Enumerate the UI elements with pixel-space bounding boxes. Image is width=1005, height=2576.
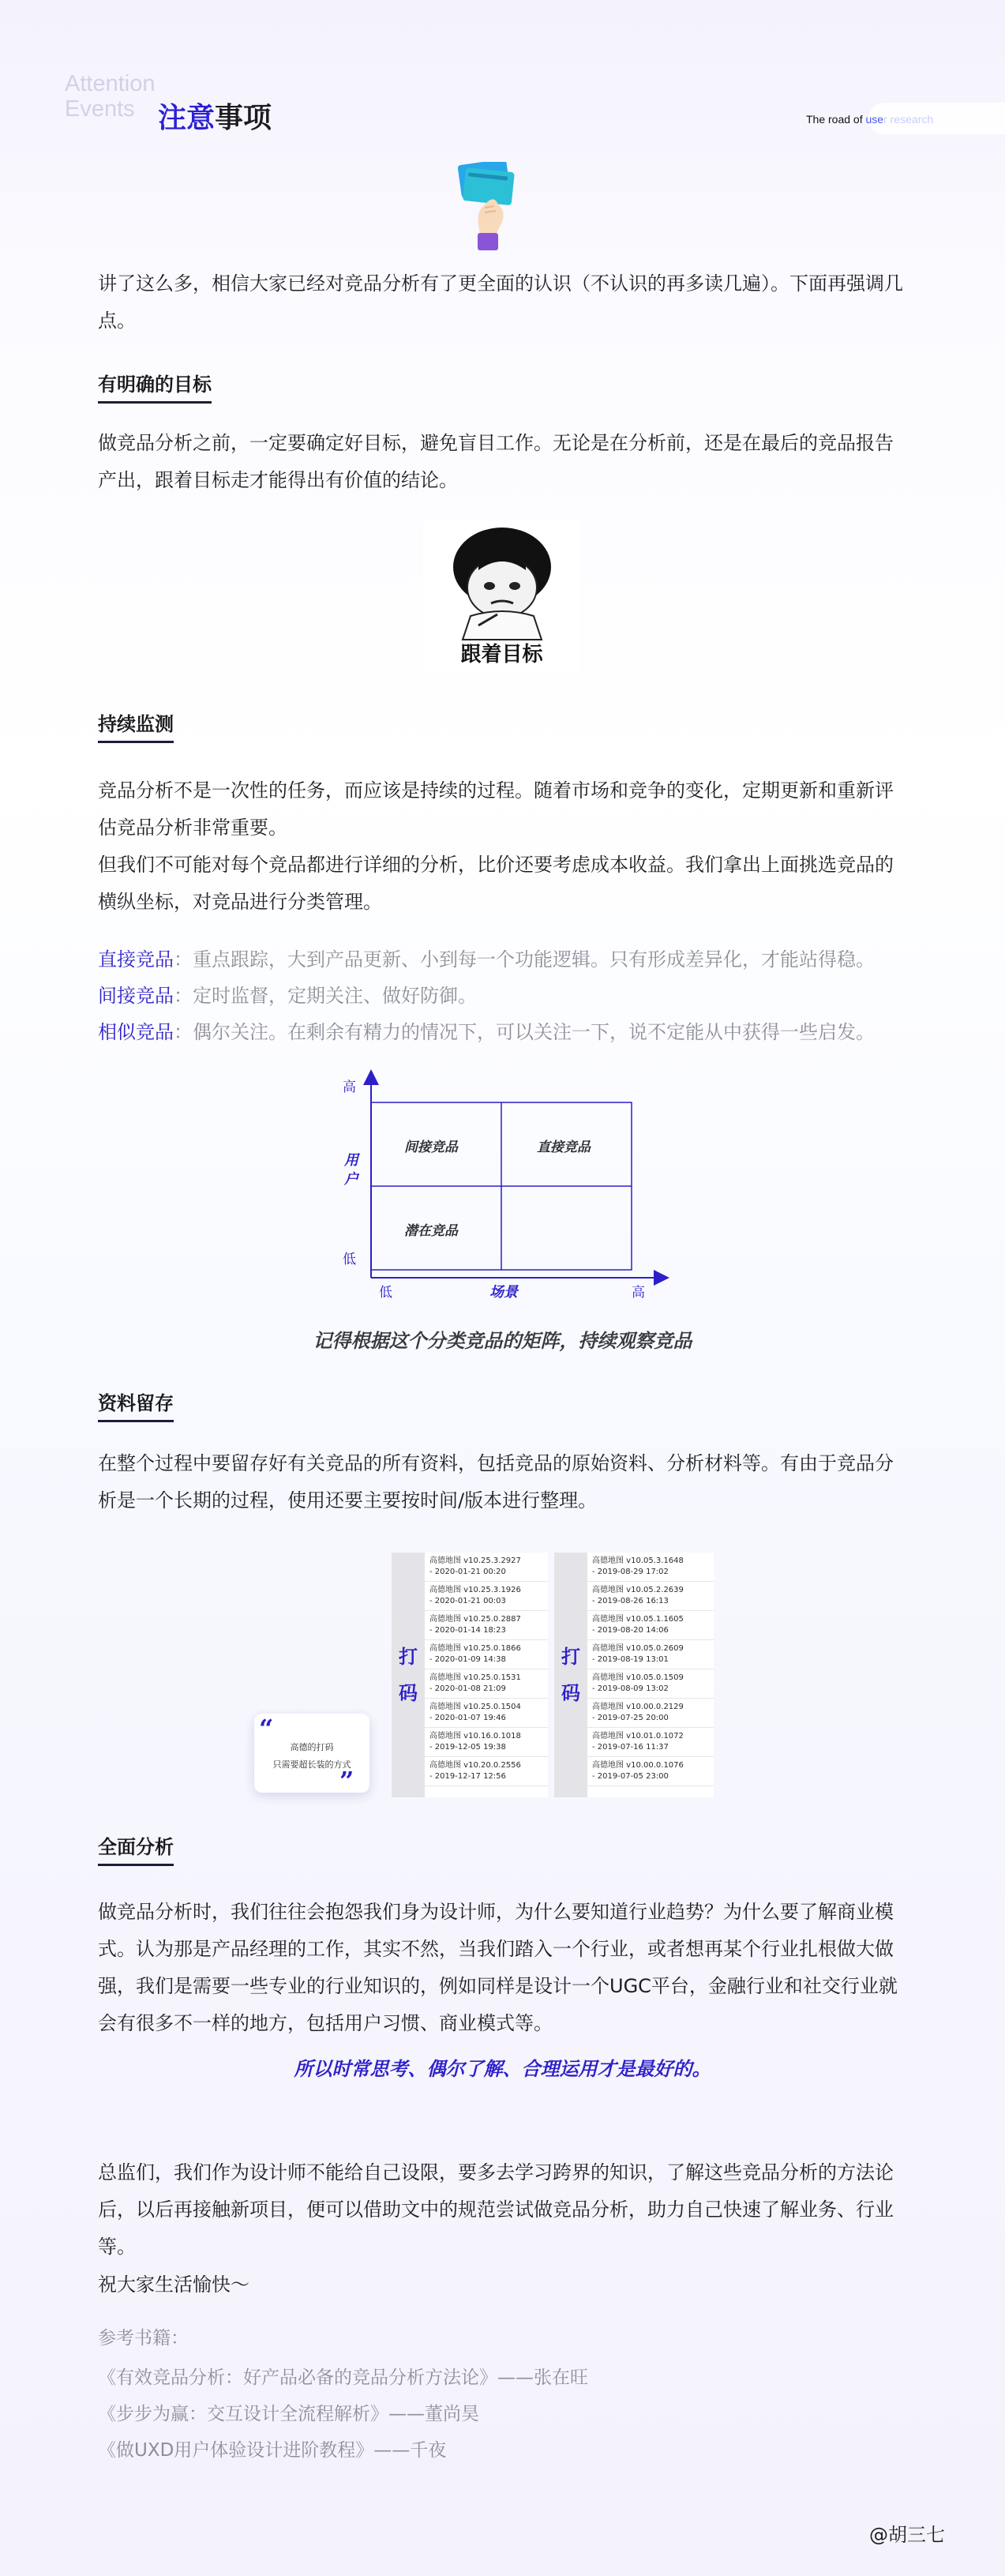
monitor-paragraph-2: 但我们不可能对每个竞品都进行详细的分析，比价还要考虑成本收益。我们拿出上面挑选竞品的横纵坐标，对竞品进行分类管理。 xyxy=(98,854,894,913)
monitor-paragraph-1: 竞品分析不是一次性的任务，而应该是持续的过程。随着市场和竞争的变化，定期更新和重新评估竞品分析非常重要。 xyxy=(98,779,894,839)
list-item: 高德地图 v10.16.0.1018 - 2019-12-05 19:38 xyxy=(425,1728,548,1757)
road-accent: use xyxy=(865,113,884,126)
tag-label-direct: 直接竞品 xyxy=(98,948,174,971)
list-item: 高德地图 v10.25.0.2887 - 2020-01-14 18:23 xyxy=(425,1611,548,1640)
matrix-cell-indirect: 间接竞品 xyxy=(404,1140,458,1155)
section-title-monitor: 持续监测 xyxy=(98,711,174,743)
bubble-line-2: 只需要超长装的方式 xyxy=(272,1759,351,1770)
goal-paragraph: 做竞品分析之前，一定要确定好目标，避免盲目工作。无论是在分析前，还是在最后的竞品报告产出，跟着目标走才能得出有价值的结论。 xyxy=(98,432,894,491)
list-item: 高德地图 v10.25.3.2927 - 2020-01-21 00:20 xyxy=(425,1553,548,1582)
section-title-full: 全面分析 xyxy=(98,1834,174,1866)
tag-line-similar xyxy=(98,1014,927,1051)
version-list-right-label-text: 打码 xyxy=(561,1646,580,1704)
tag-line-direct xyxy=(98,941,927,978)
section-title-goal: 有明确的目标 xyxy=(98,371,212,404)
matrix-axes xyxy=(332,1066,671,1303)
quote-open-icon: “ xyxy=(259,1714,274,1744)
full-paragraph: 做竞品分析时，我们往往会抱怨我们身为设计师，为什么要知道行业趋势？为什么要了解商业模式。认为那是产品经理的工作，其实不然，当我们踏入一个行业，或者想再某个行业扎根做大做强，我们是需要一些专业的行业知识的，例如同样是设计一个UGC平台，金融行业和社交行业就会有很多不一样的地方，包括用户习惯、商业模式等。 xyxy=(98,1901,898,2034)
meme-image xyxy=(423,521,580,674)
page-title-accent: 注意 xyxy=(158,102,216,134)
header-english-title xyxy=(65,71,155,122)
reference-item: 《步步为赢：交互设计全流程解析》——董尚昊 xyxy=(98,2404,479,2424)
closing-paragraph: 总监们，我们作为设计师不能给自己设限，要多去学习跨界的知识，了解这些竞品分析的方法论后，以后再接触新项目，便可以借助文中的规范尝试做竞品分析，助力自己快速了解业务、行业等。 xyxy=(98,2161,894,2258)
matrix-x-low: 低 xyxy=(379,1285,392,1301)
list-item: 高德地图 v10.05.1.1605 - 2019-08-20 14:06 xyxy=(587,1611,714,1640)
list-item: 高德地图 v10.05.2.2639 - 2019-08-26 16:13 xyxy=(587,1582,714,1611)
version-list-left-label xyxy=(392,1553,425,1797)
matrix-cell-potential: 潜在竞品 xyxy=(404,1223,458,1239)
tag-line-indirect xyxy=(98,978,927,1015)
archive-paragraph: 在整个过程中要留存好有关竞品的所有资料，包括竞品的原始资料、分析材料等。有由于竞品分析是一个长期的过程，使用还要主要按时间/版本进行整理。 xyxy=(98,1452,894,1511)
references-heading: 参考书籍： xyxy=(98,2328,189,2349)
competitor-matrix xyxy=(332,1066,671,1303)
page-title xyxy=(158,103,272,134)
closing-wish: 祝大家生活愉快～ xyxy=(98,2274,249,2296)
list-item: 高德地图 v10.01.0.1072 - 2019-07-16 11:37 xyxy=(587,1728,714,1757)
tag-text-indirect: ：定时监督，定期关注、做好防御。 xyxy=(174,985,477,1007)
list-item: 高德地图 v10.05.0.1509 - 2019-08-09 13:02 xyxy=(587,1669,714,1699)
list-item: 高德地图 v10.25.0.1531 - 2020-01-08 21:09 xyxy=(425,1669,548,1699)
list-item: 高德地图 v10.00.0.2129 - 2019-07-25 20:00 xyxy=(587,1699,714,1728)
list-item: 高德地图 v10.25.0.1866 - 2020-01-09 14:38 xyxy=(425,1640,548,1669)
list-item: 高德地图 v10.05.3.1648 - 2019-08-29 17:02 xyxy=(587,1553,714,1582)
version-list-right xyxy=(587,1553,714,1797)
header-english-line1: Attention xyxy=(65,71,156,96)
matrix-cell-direct: 直接竞品 xyxy=(537,1140,591,1155)
version-list-left-label-text: 打码 xyxy=(399,1646,418,1704)
page-title-rest: 事项 xyxy=(215,102,272,134)
header-english-line2: Events xyxy=(65,96,135,122)
list-item: 高德地图 v10.05.0.2609 - 2019-08-19 13:01 xyxy=(587,1640,714,1669)
meme-caption: 跟着目标 xyxy=(460,643,543,667)
matrix-y-label: 用户 xyxy=(344,1152,358,1188)
highlight-line: 所以时常思考、偶尔了解、合理运用才是最好的。 xyxy=(294,2058,711,2080)
version-list-right-label xyxy=(554,1553,587,1797)
speech-bubble xyxy=(254,1714,369,1796)
matrix-x-high: 高 xyxy=(632,1285,645,1301)
list-item: 高德地图 v10.00.0.1076 - 2019-07-05 23:00 xyxy=(587,1757,714,1786)
matrix-caption: 记得根据这个分类竞品的矩阵，持续观察竞品 xyxy=(313,1330,692,1352)
list-item: 高德地图 v10.25.3.1926 - 2020-01-21 00:03 xyxy=(425,1582,548,1611)
matrix-y-high: 高 xyxy=(343,1080,356,1095)
tag-text-direct: ：重点跟踪，大到产品更新、小到每一个功能逻辑。只有形成差异化，才能站得稳。 xyxy=(174,948,875,971)
author-signature: @胡三七 xyxy=(869,2524,945,2546)
version-list-left xyxy=(425,1553,548,1797)
list-item: 高德地图 v10.20.0.2556 - 2019-12-17 12:56 xyxy=(425,1757,548,1786)
reference-item: 《有效竞品分析：好产品必备的竞品分析方法论》——张在旺 xyxy=(98,2368,588,2388)
list-item: 高德地图 v10.25.0.1504 - 2020-01-07 19:46 xyxy=(425,1699,548,1728)
road-tagline xyxy=(806,113,933,126)
hand-holding-tickets-icon xyxy=(456,162,519,257)
road-prefix: The road of xyxy=(806,113,866,126)
tag-text-similar: ：偶尔关注。在剩余有精力的情况下，可以关注一下，说不定能从中获得一些启发。 xyxy=(174,1021,875,1043)
reference-item: 《做UXD用户体验设计进阶教程》——千夜 xyxy=(98,2440,447,2461)
tag-label-indirect: 间接竞品 xyxy=(98,985,174,1007)
section-title-archive: 资料留存 xyxy=(98,1390,174,1422)
road-faded: r research xyxy=(883,113,934,126)
tag-label-similar: 相似竞品 xyxy=(98,1021,174,1043)
quote-close-icon: ” xyxy=(339,1766,354,1796)
intro-paragraph: 讲了这么多，相信大家已经对竞品分析有了更全面的认识（不认识的再多读几遍）。下面再强调几点。 xyxy=(98,272,903,332)
bubble-line-1: 高德的打码 xyxy=(290,1742,334,1752)
matrix-x-label: 场景 xyxy=(489,1284,518,1301)
matrix-y-low: 低 xyxy=(343,1252,356,1267)
